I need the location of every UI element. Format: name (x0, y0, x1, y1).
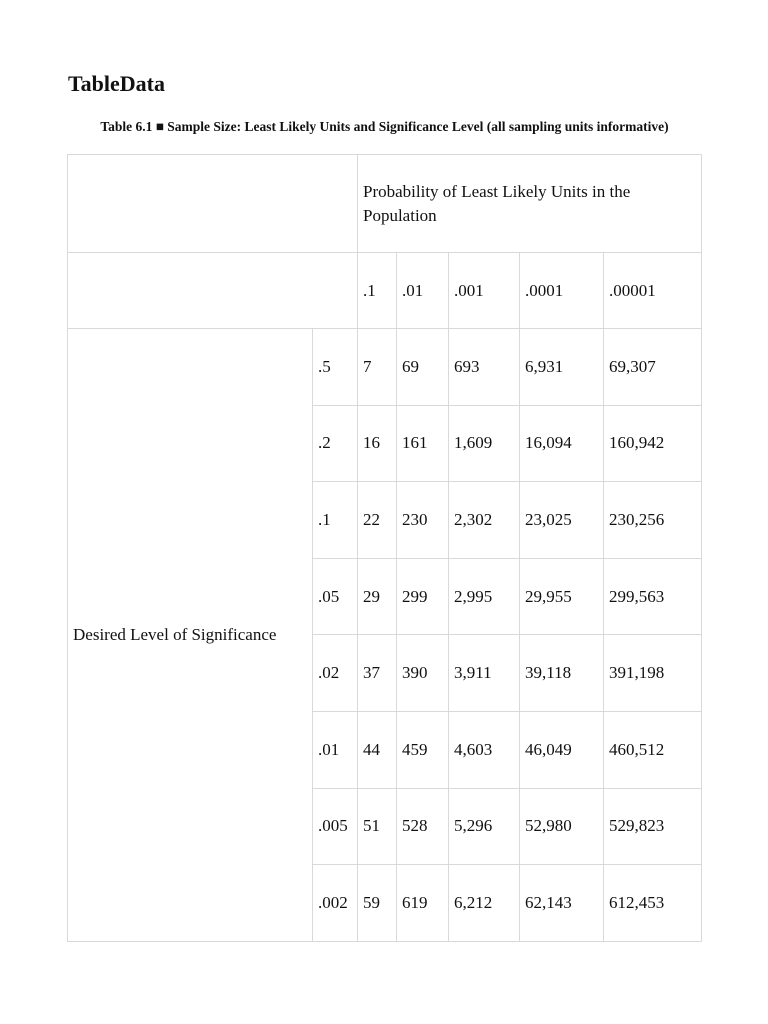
sample-size-table (67, 154, 702, 942)
column-group-header: Probability of Least Likely Units in the Population (358, 155, 702, 253)
table-body (68, 155, 702, 942)
column-header: .001 (449, 253, 520, 329)
sample-size-cell: 37 (358, 635, 397, 712)
sample-size-cell: 612,453 (604, 865, 702, 942)
sample-size-cell: 5,296 (449, 788, 520, 865)
sample-size-cell: 693 (449, 329, 520, 406)
header-corner-cell (68, 253, 358, 329)
sample-size-cell: 161 (397, 405, 449, 482)
significance-level-cell: .01 (313, 711, 358, 788)
sample-size-cell: 6,931 (520, 329, 604, 406)
sample-size-cell: 160,942 (604, 405, 702, 482)
sample-size-cell: 29,955 (520, 558, 604, 635)
header-row-group (68, 155, 702, 253)
sample-size-cell: 7 (358, 329, 397, 406)
significance-level-cell: .05 (313, 558, 358, 635)
sample-size-cell: 39,118 (520, 635, 604, 712)
table-row (68, 329, 702, 406)
significance-level-cell: .002 (313, 865, 358, 942)
sample-size-cell: 460,512 (604, 711, 702, 788)
sample-size-cell: 46,049 (520, 711, 604, 788)
sample-size-cell: 528 (397, 788, 449, 865)
sample-size-cell: 59 (358, 865, 397, 942)
sample-size-cell: 69,307 (604, 329, 702, 406)
sample-size-cell: 2,995 (449, 558, 520, 635)
significance-level-cell: .1 (313, 482, 358, 559)
sample-size-cell: 3,911 (449, 635, 520, 712)
sample-size-cell: 62,143 (520, 865, 604, 942)
row-group-header: Desired Level of Significance (68, 329, 313, 942)
sample-size-cell: 23,025 (520, 482, 604, 559)
sample-size-cell: 4,603 (449, 711, 520, 788)
sample-size-cell: 529,823 (604, 788, 702, 865)
significance-level-cell: .2 (313, 405, 358, 482)
sample-size-cell: 16 (358, 405, 397, 482)
page-heading: TableData (68, 71, 165, 96)
column-header: .00001 (604, 253, 702, 329)
header-row-columns (68, 253, 702, 329)
sample-size-cell: 22 (358, 482, 397, 559)
sample-size-cell: 2,302 (449, 482, 520, 559)
significance-level-cell: .005 (313, 788, 358, 865)
sample-size-cell: 29 (358, 558, 397, 635)
sample-size-cell: 44 (358, 711, 397, 788)
sample-size-cell: 299 (397, 558, 449, 635)
sample-size-cell: 230 (397, 482, 449, 559)
sample-size-cell: 16,094 (520, 405, 604, 482)
header-corner-cell (68, 155, 358, 253)
sample-size-cell: 51 (358, 788, 397, 865)
table-caption: Table 6.1 ■ Sample Size: Least Likely Units and Significance Level (all sampling units informative) (100, 119, 669, 134)
sample-size-cell: 6,212 (449, 865, 520, 942)
sample-size-cell: 619 (397, 865, 449, 942)
sample-size-cell: 459 (397, 711, 449, 788)
column-header: .01 (397, 253, 449, 329)
sample-size-cell: 391,198 (604, 635, 702, 712)
sample-size-cell: 299,563 (604, 558, 702, 635)
column-header: .0001 (520, 253, 604, 329)
significance-level-cell: .5 (313, 329, 358, 406)
sample-size-cell: 1,609 (449, 405, 520, 482)
significance-level-cell: .02 (313, 635, 358, 712)
column-header: .1 (358, 253, 397, 329)
sample-size-cell: 52,980 (520, 788, 604, 865)
sample-size-cell: 69 (397, 329, 449, 406)
sample-size-cell: 230,256 (604, 482, 702, 559)
sample-size-cell: 390 (397, 635, 449, 712)
